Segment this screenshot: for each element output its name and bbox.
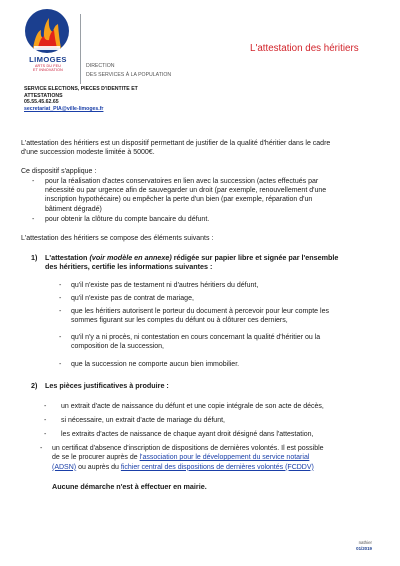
- intro-line-1: L'attestation des héritiers est un dispositif permettant de justifier de la qualité d'héritier dans le cadre: [21, 140, 331, 147]
- section-1-heading-a: L'attestation: [45, 253, 90, 262]
- bullet-dash: -: [59, 295, 62, 302]
- section-2-item-4: [52, 444, 382, 472]
- section-2-item-4-text-2: ou auprès du: [76, 463, 121, 471]
- limoges-logo-icon: [24, 8, 70, 54]
- section-1-item-2: qu'il n'existe pas de contrat de mariage,: [71, 295, 194, 302]
- section-2-item-4-line-1: un certificat d'absence d'inscription de dispositions de dernières volontés. Il est possible: [52, 445, 324, 452]
- bullet-dash: -: [32, 216, 35, 223]
- section-1-item-5: que la succession ne comporte aucun bien immobilier.: [71, 361, 240, 368]
- intro-paragraph: [21, 139, 330, 158]
- bullet-dash: -: [32, 178, 35, 185]
- section-1-item-4: [71, 333, 381, 352]
- mairie-note: Aucune démarche n'est à effectuer en mairie.: [52, 482, 207, 491]
- section-1-number: 1): [31, 253, 38, 262]
- direction-line-2: DES SERVICES À LA POPULATION: [86, 71, 172, 78]
- bullet-dash: -: [44, 431, 47, 438]
- applies-item-1: [45, 177, 380, 214]
- header-divider: [80, 14, 81, 84]
- direction-label: [86, 62, 171, 79]
- applies-heading: Ce dispositif s'applique :: [21, 168, 97, 175]
- section-2-item-4-text: de se le procurer auprès de: [52, 454, 140, 462]
- section-1-item-4-line: composition de la succession,: [71, 343, 164, 351]
- compose-paragraph: L'attestation des héritiers se compose des éléments suivants :: [21, 235, 214, 242]
- applies-item-1-line: pour la réalisation d'actes conservatoires en lien avec la succession (actes effectués par: [45, 178, 319, 185]
- section-2-item-4-line-2: [52, 453, 382, 462]
- section-1-heading-annex: (voir modèle en annexe): [89, 253, 172, 262]
- logo-tagline: [19, 64, 77, 73]
- bullet-dash: -: [44, 403, 47, 410]
- adsn-link[interactable]: l'association pour le développement du service notarial: [139, 454, 310, 462]
- section-1-heading: [45, 253, 338, 272]
- applies-item-1-line: bâtiment dégradé): [45, 205, 102, 213]
- bullet-dash: -: [59, 334, 62, 341]
- section-1-item-4-line: qu'il n'y a ni procès, ni contestation en cours concernant la qualité d'héritier ou la: [71, 334, 321, 341]
- section-1-heading-line-2: des héritiers, certifie les informations suivantes :: [45, 262, 213, 272]
- section-2-item-1: un extrait d'acte de naissance du défunt et une copie intégrale de son acte de décès,: [61, 403, 324, 410]
- section-1-item-3-line: sommes figurant sur les comptes du défunt ou à clôturer ces derniers,: [71, 317, 288, 325]
- footer: [356, 540, 372, 552]
- page-title: L'attestation des héritiers: [250, 43, 359, 54]
- section-2-number: 2): [31, 381, 38, 390]
- footer-author: nathier: [358, 540, 372, 545]
- service-email-link[interactable]: secretariat_PIA@ville-limoges.fr: [24, 105, 104, 112]
- section-2-item-2: si nécessaire, un extrait d'acte de mariage du défunt,: [61, 417, 225, 424]
- logo-tagline-2: ET INNOVATION: [33, 68, 63, 73]
- section-2-heading: Les pièces justificatives à produire :: [45, 381, 169, 390]
- applies-item-2: pour obtenir la clôture du compte bancaire du défunt.: [45, 216, 210, 223]
- service-line-1: SERVICE ELECTIONS, PIECES D'IDENTITE ET: [24, 86, 138, 92]
- section-1-item-1: qu'il n'existe pas de testament ni d'autres héritiers du défunt,: [71, 282, 259, 289]
- footer-date: 01/2019: [356, 546, 372, 551]
- bullet-dash: -: [59, 361, 62, 368]
- applies-item-1-line: inscription hypothécaire) ou empêcher la perte d'un bien (par exemple, réparation d'un: [45, 196, 313, 204]
- section-2-item-4-line-3: [52, 463, 382, 472]
- service-line-2: ATTESTATIONS: [24, 92, 63, 99]
- section-1-item-3: [71, 307, 381, 326]
- bullet-dash: -: [59, 282, 62, 289]
- section-2-item-3: les extraits d'actes de naissance de chaque ayant droit désigné dans l'attestation,: [61, 431, 314, 438]
- logo-tagline-1: ARTS DU FEU: [34, 64, 62, 68]
- bullet-dash: -: [44, 417, 47, 424]
- direction-line-1: DIRECTION: [86, 63, 115, 69]
- section-1-heading-c: rédigée sur papier libre et signée par l'ensemble: [171, 253, 339, 262]
- service-phone: 05.55.45.62.65: [24, 99, 59, 106]
- adsn-link-cont[interactable]: (ADSN): [52, 463, 77, 471]
- section-1-item-3-line: que les héritiers autorisent le porteur du document à percevoir pour leur compte les: [71, 308, 329, 315]
- intro-line-2: d'une succession modeste limitée à 5000€.: [21, 149, 155, 157]
- bullet-dash: -: [59, 308, 62, 315]
- applies-item-1-line: nécessité ou par urgence afin de sauvegarder un droit (par exemple, renouvellement d'une: [45, 187, 327, 195]
- logo-name: LIMOGES: [29, 55, 67, 64]
- service-block: [24, 86, 138, 112]
- bullet-dash: -: [40, 445, 43, 452]
- fcddv-link[interactable]: fichier central des dispositions de dernières volontés (FCDDV): [120, 463, 314, 471]
